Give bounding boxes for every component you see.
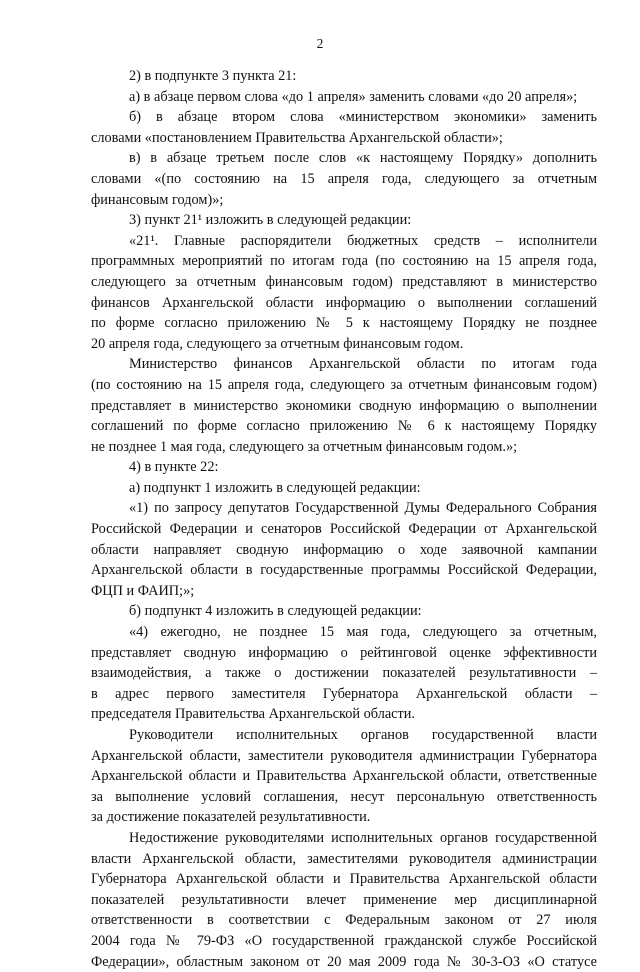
text-line: 2) в подпункте 3 пункта 21: bbox=[129, 68, 297, 84]
text-line: (по состоянию на 15 апреля года, следующего за отчетным финансовым годом) bbox=[91, 376, 597, 393]
text-line: б) подпункт 4 изложить в следующей редакции: bbox=[129, 603, 422, 620]
text-line: Федерации», областным законом от 20 мая 2009 года № 30-3-ОЗ «О статусе bbox=[91, 953, 597, 970]
text-line: словами «(по состоянию на 15 апреля года, следующего за отчетным bbox=[91, 170, 597, 187]
text-line: области направляет сводную информацию о ходе заявочной кампании bbox=[91, 541, 597, 558]
text-line: не позднее 1 мая года, следующего за отчетным финансовым годом.»; bbox=[91, 438, 518, 455]
text-line: соглашений по форме согласно приложению № 6 к настоящему Порядку bbox=[91, 418, 597, 435]
text-line: финансов Архангельской области информацию о выполнении соглашений bbox=[91, 294, 597, 311]
text-line: Архангельской области, заместители руководителя администрации Губернатора bbox=[91, 747, 597, 764]
document-body bbox=[91, 66, 597, 972]
text-line: 2004 года № 79-ФЗ «О государственной гражданской службе Российской bbox=[91, 932, 597, 949]
text-line: Недостижение руководителями исполнительных органов государственной bbox=[129, 829, 597, 846]
text-line: показателей результативности влечет применение мер дисциплинарной bbox=[91, 891, 597, 908]
text-line: в адрес первого заместителя Губернатора Архангельской области – bbox=[91, 685, 597, 702]
text-line: Архангельской области и Правительства Архангельской области, ответственные bbox=[91, 768, 597, 785]
text-line: финансовым годом)»; bbox=[91, 191, 224, 208]
text-line: б) в абзаце втором слова «министерством экономики» заменить bbox=[129, 109, 597, 126]
text-line: взаимодействия, а также о достижении показателей результативности – bbox=[91, 665, 597, 682]
text-line: Руководители исполнительных органов государственной власти bbox=[129, 727, 597, 743]
page-number: 2 bbox=[316, 36, 324, 51]
text-line: Архангельской области в государственные программы Российской Федерации, bbox=[91, 562, 597, 579]
text-line: следующего за отчетным финансовым годом) представляют в министерство bbox=[91, 273, 597, 290]
text-line: 4) в пункте 22: bbox=[129, 459, 219, 476]
text-line: власти Архангельской области, заместителями руководителя администрации bbox=[91, 850, 597, 867]
text-line: словами «постановлением Правительства Архангельской области»; bbox=[91, 129, 503, 146]
text-line: «1) по запросу депутатов Государственной Думы Федерального Собрания bbox=[129, 500, 597, 517]
text-line: 20 апреля года, следующего за отчетным финансовым годом. bbox=[91, 335, 464, 352]
text-line: представляет в министерство экономики сводную информацию о выполнении bbox=[91, 397, 597, 414]
text-line: за выполнение условий соглашения, несут персональную ответственность bbox=[91, 788, 597, 805]
text-line: Российской Федерации и сенаторов Российской Федерации от Архангельской bbox=[91, 521, 597, 538]
text-line: а) подпункт 1 изложить в следующей редакции: bbox=[129, 479, 421, 496]
text-line: программных мероприятий по итогам года (по состоянию на 15 апреля года, bbox=[91, 253, 597, 270]
text-line: а) в абзаце первом слова «до 1 апреля» заменить словами «до 20 апреля»; bbox=[129, 88, 578, 105]
text-line: по форме согласно приложению № 5 к настоящему Порядку не позднее bbox=[91, 315, 597, 332]
text-line: председателя Правительства Архангельской области. bbox=[91, 706, 415, 723]
text-line: Губернатора Архангельской области и Правительства Архангельской области bbox=[91, 871, 597, 888]
text-line: ответственности в соответствии с Федеральным законом от 27 июля bbox=[91, 912, 597, 929]
text-line: «21¹. Главные распорядители бюджетных средств – исполнители bbox=[129, 232, 597, 249]
text-line: 3) пункт 21¹ изложить в следующей редакции: bbox=[129, 212, 412, 229]
text-line: в) в абзаце третьем после слов «к настоящему Порядку» дополнить bbox=[129, 150, 597, 167]
text-line: Министерство финансов Архангельской области по итогам года bbox=[129, 356, 597, 373]
text-line: «4) ежегодно, не позднее 15 мая года, следующего за отчетным, bbox=[129, 624, 597, 641]
text-line: ФЦП и ФАИП;»; bbox=[91, 582, 195, 599]
text-line: за достижение показателей результативности. bbox=[91, 809, 371, 826]
text-line: представляет сводную информацию о рейтинговой оценке эффективности bbox=[91, 644, 597, 661]
